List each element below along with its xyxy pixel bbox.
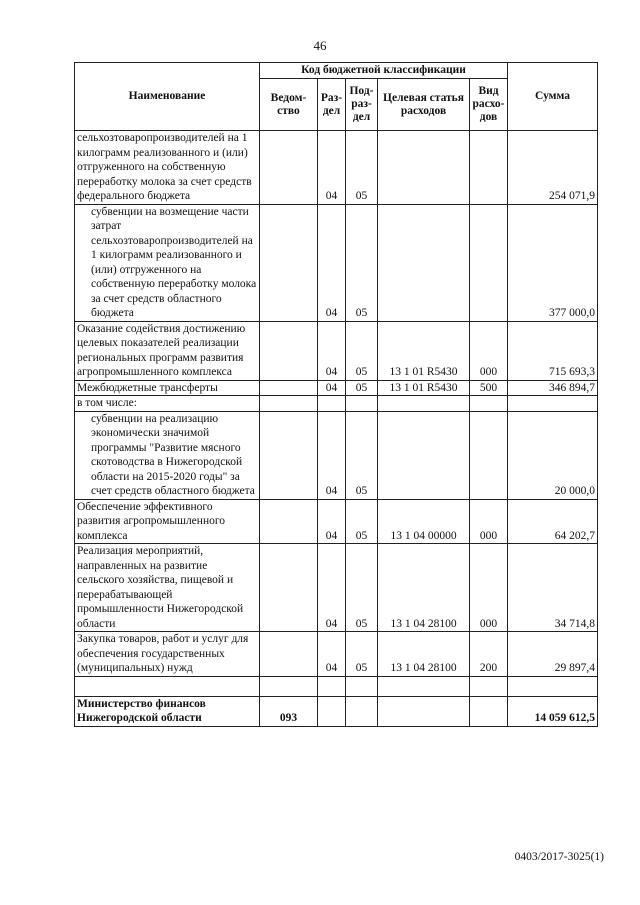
row-section: 04: [318, 632, 346, 677]
row-section: 04: [318, 380, 346, 396]
row-subsection: [346, 396, 378, 412]
row-department: [260, 544, 318, 632]
table-row: [75, 499, 598, 544]
row-expense-type: [470, 411, 508, 499]
row-subsection: 05: [346, 204, 378, 321]
row-subsection: 05: [346, 380, 378, 396]
header-classification-code: Код бюджетной классификации: [260, 63, 508, 79]
row-sum: 20 000,0: [508, 411, 598, 499]
row-subsection: 05: [346, 321, 378, 380]
row-subsection: 05: [346, 632, 378, 677]
header-section: Раз-дел: [318, 79, 346, 131]
row-name-text: субвенции на реализацию экономически значимой программы "Развитие мясного скотоводства в Нижегородской области на 2015-2020 годы" за счет средств областного бюджета: [91, 412, 255, 497]
row-expense-type: [470, 676, 508, 696]
table-row: [75, 632, 598, 677]
row-department: [260, 380, 318, 396]
budget-table: [74, 62, 598, 727]
row-subsection: [346, 696, 378, 726]
row-name: Межбюджетные трансферты: [75, 380, 260, 396]
row-subsection: [346, 676, 378, 696]
row-name: Обеспечение эффективного развития агропромышленного комплекса: [75, 499, 260, 544]
row-name: сельхозтоваропроизводителей на 1 килограмм реализованного и (или) отгруженного на собственную переработку молока за счет средств федерального бюджета: [75, 131, 260, 205]
table-row-spacer: [75, 676, 598, 696]
table-row: [75, 321, 598, 380]
row-department: [260, 499, 318, 544]
row-sum: 34 714,8: [508, 544, 598, 632]
row-department: 093: [260, 696, 318, 726]
document-code: 0403/2017-3025(1): [514, 851, 604, 863]
row-department: [260, 131, 318, 205]
row-target-article: 13 1 04 28100: [378, 544, 470, 632]
header-expense-type: Вид расхо-дов: [470, 79, 508, 131]
row-sum: 346 894,7: [508, 380, 598, 396]
row-expense-type: [470, 131, 508, 205]
table-row-total: [75, 696, 598, 726]
row-name: [75, 676, 260, 696]
header-sum: Сумма: [508, 63, 598, 131]
row-expense-type: [470, 696, 508, 726]
row-target-article: [378, 131, 470, 205]
row-section: [318, 696, 346, 726]
row-section: [318, 676, 346, 696]
header-department: Ведом-ство: [260, 79, 318, 131]
row-target-article: 13 1 01 R5430: [378, 380, 470, 396]
header-name: Наименование: [75, 63, 260, 131]
row-target-article: [378, 396, 470, 412]
row-sum: 715 693,3: [508, 321, 598, 380]
row-subsection: 05: [346, 499, 378, 544]
row-sum: 14 059 612,5: [508, 696, 598, 726]
row-expense-type: 000: [470, 544, 508, 632]
row-department: [260, 204, 318, 321]
row-sum: 254 071,9: [508, 131, 598, 205]
table-row: [75, 544, 598, 632]
table-row: [75, 204, 598, 321]
row-sum: 64 202,7: [508, 499, 598, 544]
table-row: [75, 411, 598, 499]
row-expense-type: 200: [470, 632, 508, 677]
row-name: Реализация мероприятий, направленных на развитие сельского хозяйства, пищевой и перерабатывающей промышленности Нижегородской области: [75, 544, 260, 632]
row-subsection: 05: [346, 544, 378, 632]
row-section: 04: [318, 544, 346, 632]
row-sum: 377 000,0: [508, 204, 598, 321]
row-target-article: [378, 676, 470, 696]
row-expense-type: [470, 204, 508, 321]
row-target-article: 13 1 04 28100: [378, 632, 470, 677]
table-row: [75, 131, 598, 205]
row-section: 04: [318, 499, 346, 544]
row-target-article: 13 1 01 R5430: [378, 321, 470, 380]
row-name: Министерство финансов Нижегородской области: [75, 696, 260, 726]
row-target-article: 13 1 04 00000: [378, 499, 470, 544]
row-expense-type: 500: [470, 380, 508, 396]
row-department: [260, 411, 318, 499]
row-section: 04: [318, 131, 346, 205]
row-name: Оказание содействия достижению целевых показателей реализации региональных программ развития агропромышленного комплекса: [75, 321, 260, 380]
row-expense-type: 000: [470, 499, 508, 544]
row-department: [260, 676, 318, 696]
row-department: [260, 396, 318, 412]
row-name: [75, 411, 260, 499]
row-section: 04: [318, 321, 346, 380]
header-target-article: Целевая статья расходов: [378, 79, 470, 131]
row-name: в том числе:: [75, 396, 260, 412]
row-sum: 29 897,4: [508, 632, 598, 677]
table-row: [75, 396, 598, 412]
row-target-article: [378, 411, 470, 499]
row-name-text: субвенции на возмещение части затрат сельхозтоваропроизводителей на 1 килограмм реализованного и (или) отгруженного на собственную переработку молока за счет средств областного бюджета: [91, 205, 257, 319]
row-name: Закупка товаров, работ и услуг для обеспечения государственных (муниципальных) нужд: [75, 632, 260, 677]
row-section: 04: [318, 204, 346, 321]
row-name: [75, 204, 260, 321]
row-expense-type: [470, 396, 508, 412]
header-subsection: Под-раз-дел: [346, 79, 378, 131]
row-target-article: [378, 204, 470, 321]
table-row: [75, 380, 598, 396]
row-target-article: [378, 696, 470, 726]
row-expense-type: 000: [470, 321, 508, 380]
row-sum: [508, 676, 598, 696]
row-subsection: 05: [346, 411, 378, 499]
row-subsection: 05: [346, 131, 378, 205]
page-number: 46: [313, 38, 327, 53]
row-section: [318, 396, 346, 412]
row-sum: [508, 396, 598, 412]
row-department: [260, 632, 318, 677]
row-section: 04: [318, 411, 346, 499]
row-department: [260, 321, 318, 380]
